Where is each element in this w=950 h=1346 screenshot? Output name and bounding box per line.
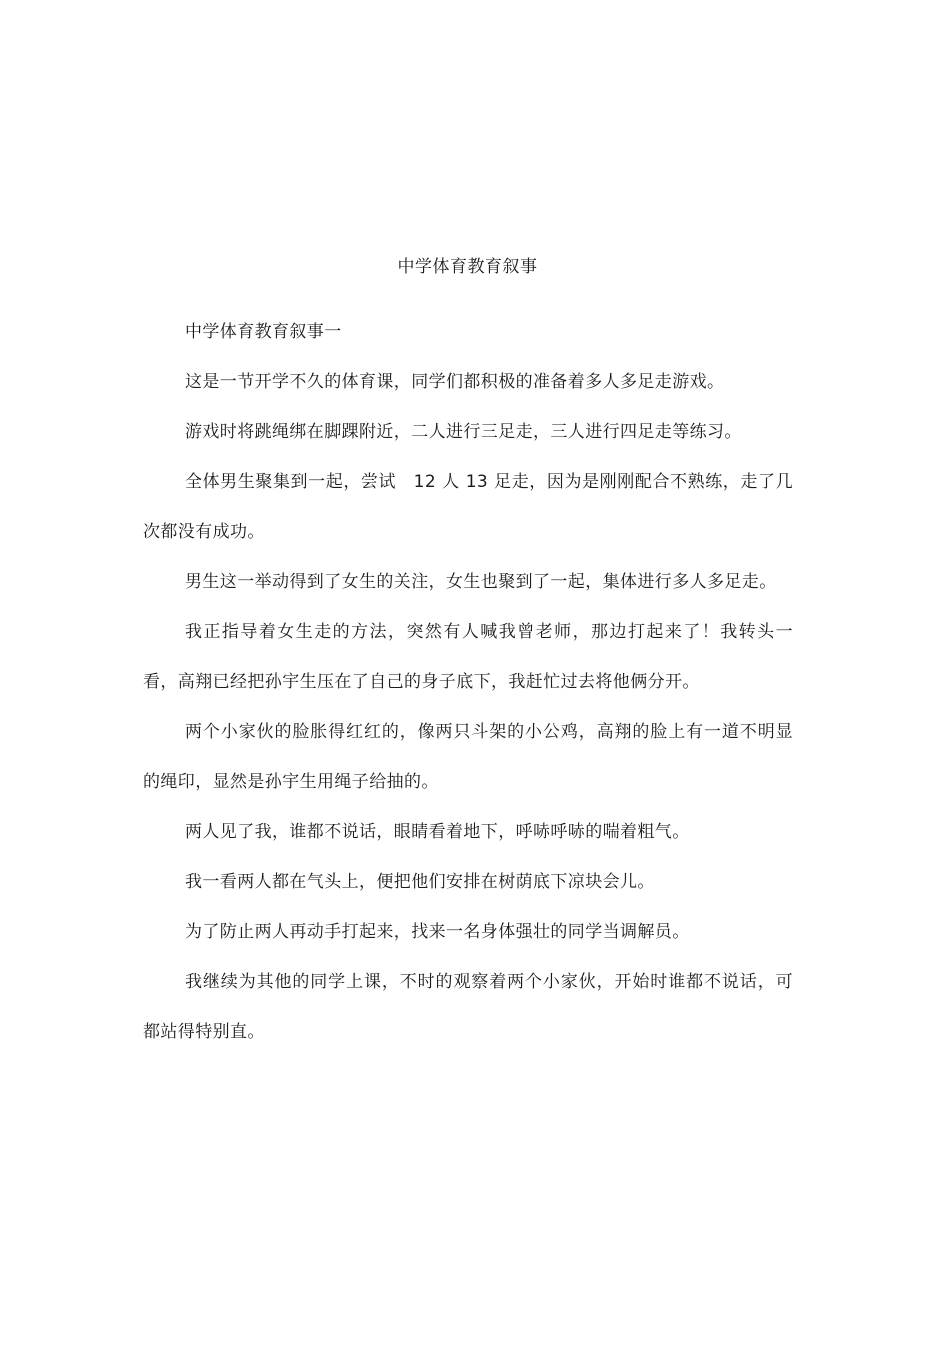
- paragraph: 我一看两人都在气头上，便把他们安排在树荫底下凉块会儿。: [185, 872, 655, 892]
- paragraph: 这是一节开学不久的体育课，同学们都积极的准备着多人多足走游戏。: [185, 372, 725, 392]
- document-title: 中学体育教育叙事: [397, 257, 538, 277]
- paragraph: 游戏时将跳绳绑在脚踝附近，二人进行三足走，三人进行四足走等练习。: [185, 422, 742, 442]
- paragraph: 两个小家伙的脸胀得红红的，像两只斗架的小公鸡，高翔的脸上有一道不明显的绳印，显然是孙宇生用绳子给抽的。: [143, 722, 793, 792]
- document-body: [143, 307, 793, 1057]
- paragraph: 男生这一举动得到了女生的关注，女生也聚到了一起，集体进行多人多足走。: [185, 572, 777, 592]
- paragraph: 两人见了我，谁都不说话，眼睛看着地下，呼哧呼哧的喘着粗气。: [185, 822, 690, 842]
- paragraph: 为了防止两人再动手打起来，找来一名身体强壮的同学当调解员。: [185, 922, 690, 942]
- paragraph: 我正指导着女生走的方法，突然有人喊我曾老师，那边打起来了！我转头一看，高翔已经把孙宇生压在了自己的身子底下，我赶忙过去将他俩分开。: [143, 622, 793, 692]
- paragraph: 全体男生聚集到一起，尝试 12 人 13 足走，因为是刚刚配合不熟练，走了几次都没有成功。: [143, 472, 793, 542]
- paragraph-subtitle: 中学体育教育叙事一: [185, 322, 342, 342]
- paragraph: 我继续为其他的同学上课，不时的观察着两个小家伙，开始时谁都不说话，可都站得特别直。: [143, 972, 793, 1042]
